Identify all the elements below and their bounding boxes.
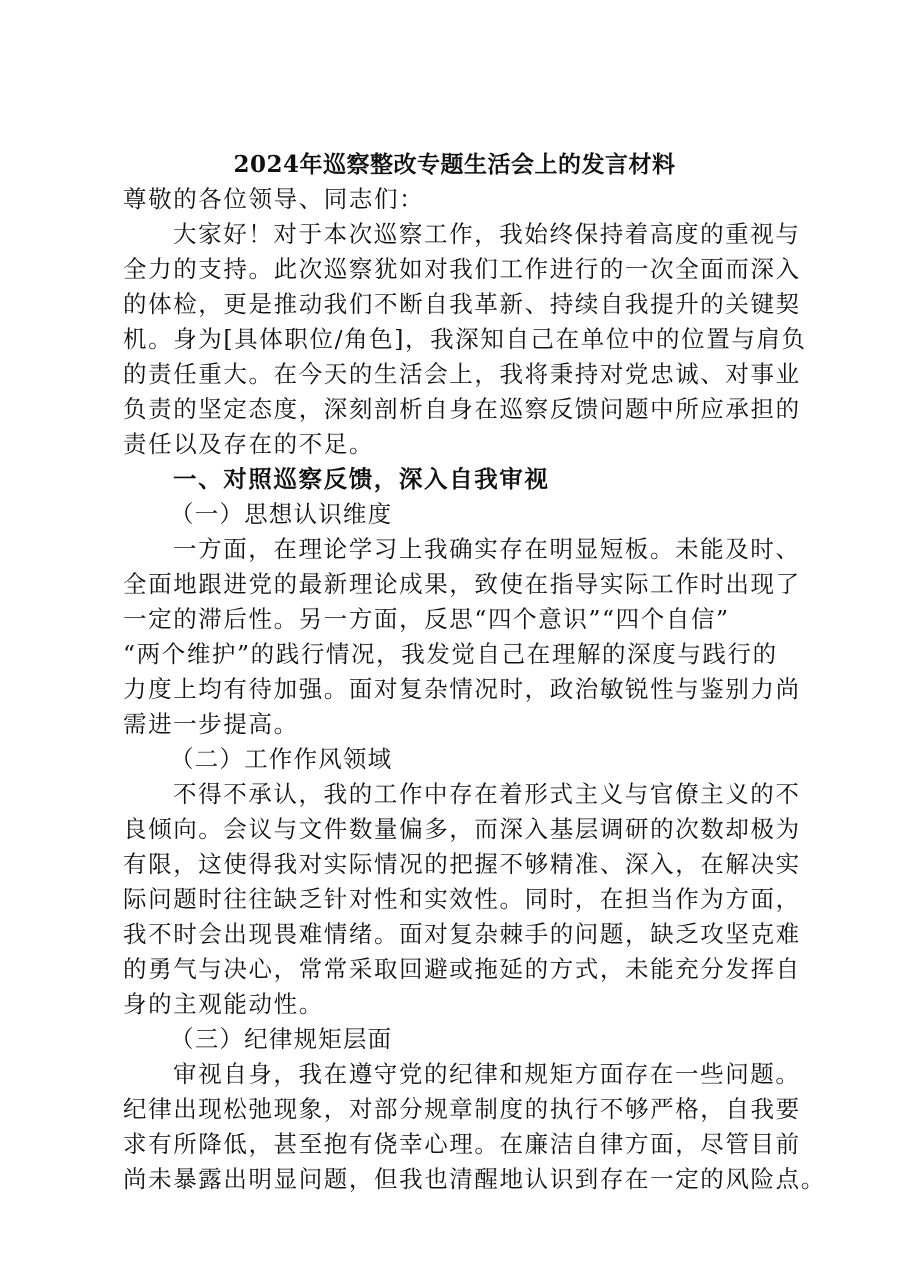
intro-line: 机。身为[具体职位/角色]，我深知自己在单位中的位置与肩负 <box>123 325 807 353</box>
document-title: 2024年巡察整改专题生活会上的发言材料 <box>233 151 676 178</box>
paragraph-line: 有限，这使得我对实际情况的把握不够精准、深入，在解决实 <box>123 850 801 878</box>
paragraph-line: 一方面，在理论学习上我确实存在明显短板。未能及时、 <box>173 535 801 563</box>
subsection-heading: （三）纪律规矩层面 <box>170 1025 393 1053</box>
paragraph-line: 全面地跟进党的最新理论成果，致使在指导实际工作时出现了 <box>123 570 801 598</box>
paragraph-line: “两个维护”的践行情况，我发觉自己在理解的深度与践行的 <box>123 640 778 668</box>
intro-line: 的体检，更是推动我们不断自我革新、持续自我提升的关键契 <box>123 290 801 318</box>
paragraph-line: 尚未暴露出明显问题，但我也清醒地认识到存在一定的风险点。 <box>123 1165 826 1193</box>
paragraph-line: 我不时会出现畏难情绪。面对复杂棘手的问题，缺乏攻坚克难 <box>123 920 801 948</box>
intro-line: 责任以及存在的不足。 <box>123 430 374 458</box>
paragraph-line: 际问题时往往缺乏针对性和实效性。同时，在担当作为方面， <box>123 885 801 913</box>
paragraph-line: 求有所降低，甚至抱有侥幸心理。在廉洁自律方面，尽管目前 <box>123 1130 801 1158</box>
paragraph-line: 身的主观能动性。 <box>123 990 324 1018</box>
paragraph-line: 纪律出现松弛现象，对部分规章制度的执行不够严格，自我要 <box>123 1095 801 1123</box>
intro-line: 全力的支持。此次巡察犹如对我们工作进行的一次全面而深入 <box>123 255 801 283</box>
section-heading: 一、对照巡察反馈，深入自我审视 <box>173 465 550 493</box>
paragraph-line: 力度上均有待加强。面对复杂情况时，政治敏锐性与鉴别力尚 <box>123 675 801 703</box>
paragraph-line: 的勇气与决心，常常采取回避或拖延的方式，未能充分发挥自 <box>123 955 801 983</box>
subsection-heading: （一）思想认识维度 <box>170 500 393 528</box>
paragraph-line: 一定的滞后性。另一方面，反思“四个意识”“四个自信” <box>123 605 730 633</box>
paragraph-line: 不得不承认，我的工作中存在着形式主义与官僚主义的不 <box>173 780 801 808</box>
intro-line: 大家好！对于本次巡察工作，我始终保持着高度的重视与 <box>173 220 801 248</box>
paragraph-line: 审视自身，我在遵守党的纪律和规矩方面存在一些问题。 <box>173 1060 801 1088</box>
intro-line: 负责的坚定态度，深刻剖析自身在巡察反馈问题中所应承担的 <box>123 395 801 423</box>
subsection-heading: （二）工作作风领域 <box>170 745 393 773</box>
intro-line: 的责任重大。在今天的生活会上，我将秉持对党忠诚、对事业 <box>123 360 801 388</box>
paragraph-line: 需进一步提高。 <box>123 710 299 738</box>
greeting: 尊敬的各位领导、同志们： <box>123 185 425 213</box>
paragraph-line: 良倾向。会议与文件数量偏多，而深入基层调研的次数却极为 <box>123 815 801 843</box>
